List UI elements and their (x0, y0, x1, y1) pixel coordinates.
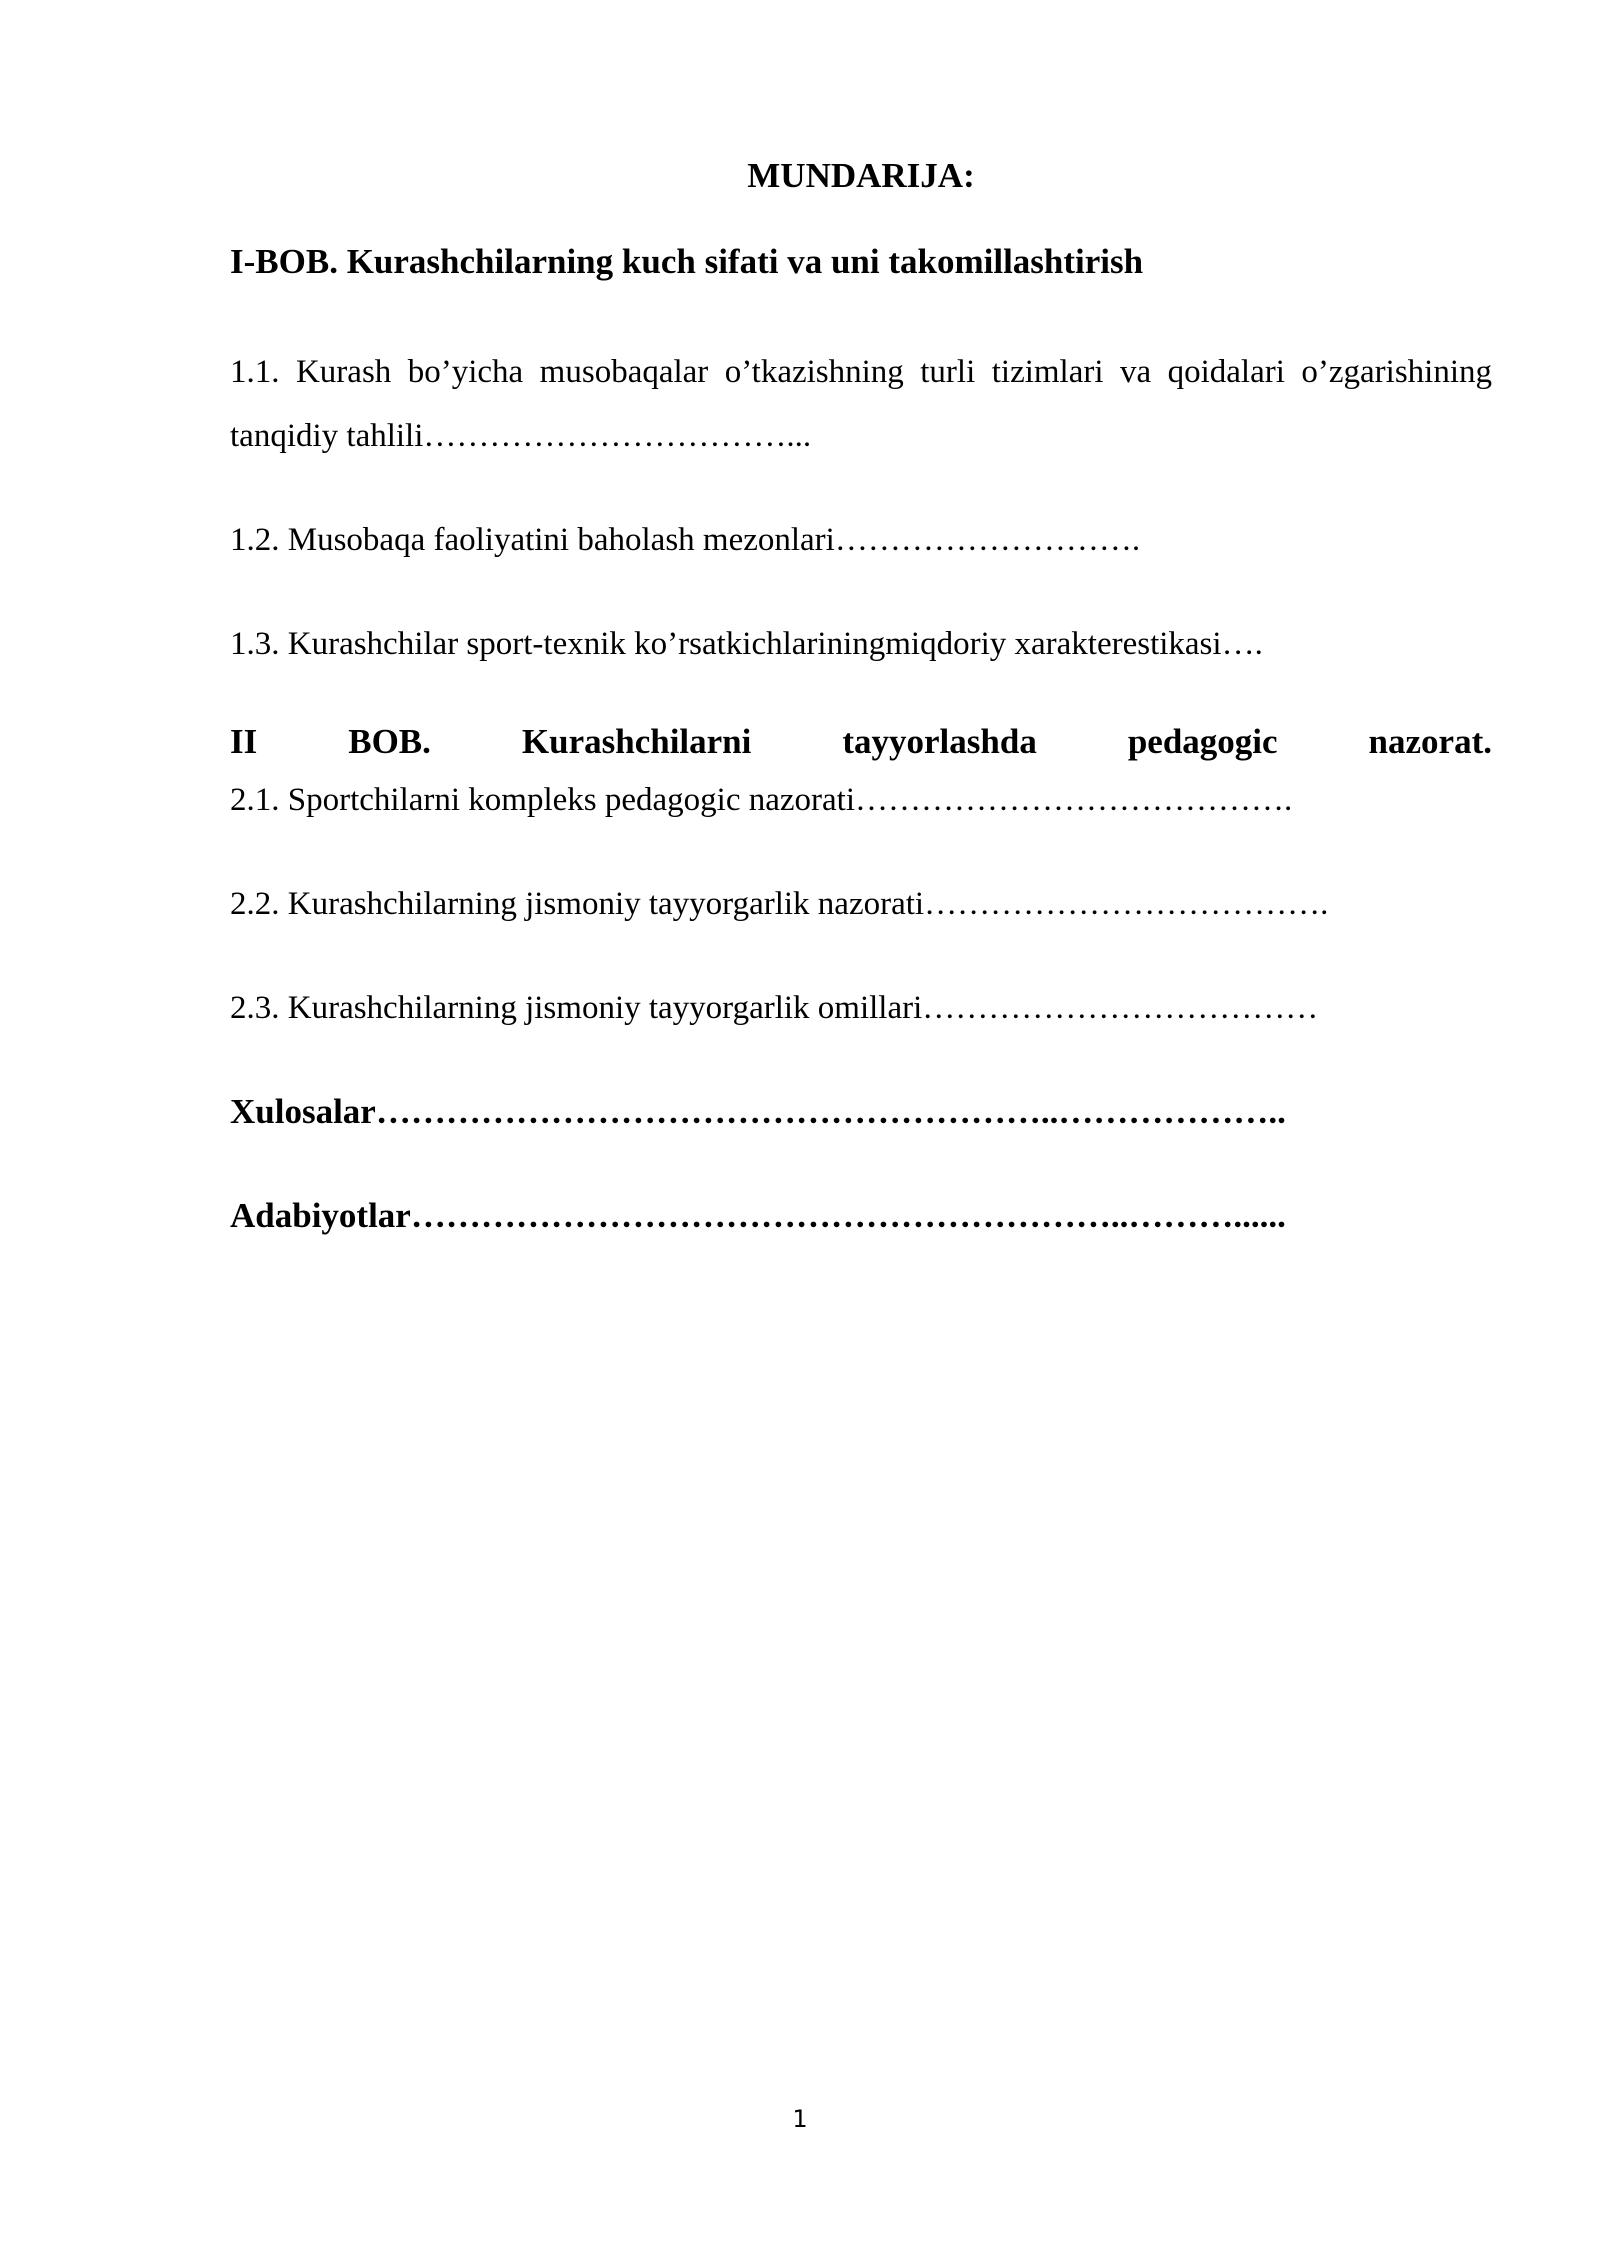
toc-entry-1-1: 1.1. Kurash bo’yicha musobaqalar o’tkazishning turli tizimlari va qoidalari o’zgarishining tanqidiy tahlili……………………………... (230, 354, 1492, 454)
toc-entry-conclusions: Xulosalar…………………………………………………..……………….. (230, 1092, 1286, 1131)
toc-entry-2-3: 2.3. Kurashchilarning jismoniy tayyorgarlik omillari……………………………… (230, 990, 1319, 1026)
toc-entry-1-2: 1.2. Musobaqa faoliyatini baholash mezonlari………………………. (230, 522, 1141, 558)
table-of-contents (230, 150, 1492, 1288)
chapter-2-heading: II BOB. Kurashchilarni tayyorlashda pedagogic nazorat. (230, 722, 1492, 761)
toc-title: MUNDARIJA: (747, 156, 975, 195)
toc-entry-2-1: 2.1. Sportchilarni kompleks pedagogic nazorati…………………………………. (230, 782, 1293, 818)
toc-entry-1-3: 1.3. Kurashchilar sport-texnik ko’rsatkichlariningmiqdoriy xarakterestikasi…. (230, 626, 1263, 662)
toc-entry-2-2: 2.2. Kurashchilarning jismoniy tayyorgarlik nazorati………………………………. (230, 886, 1329, 922)
toc-entry-references: Adabiyotlar……………………………………………………..………...... (230, 1196, 1286, 1235)
page-number: 1 (792, 2105, 808, 2133)
chapter-1-heading: I-BOB. Kurashchilarning kuch sifati va uni takomillashtirish (230, 242, 1144, 281)
